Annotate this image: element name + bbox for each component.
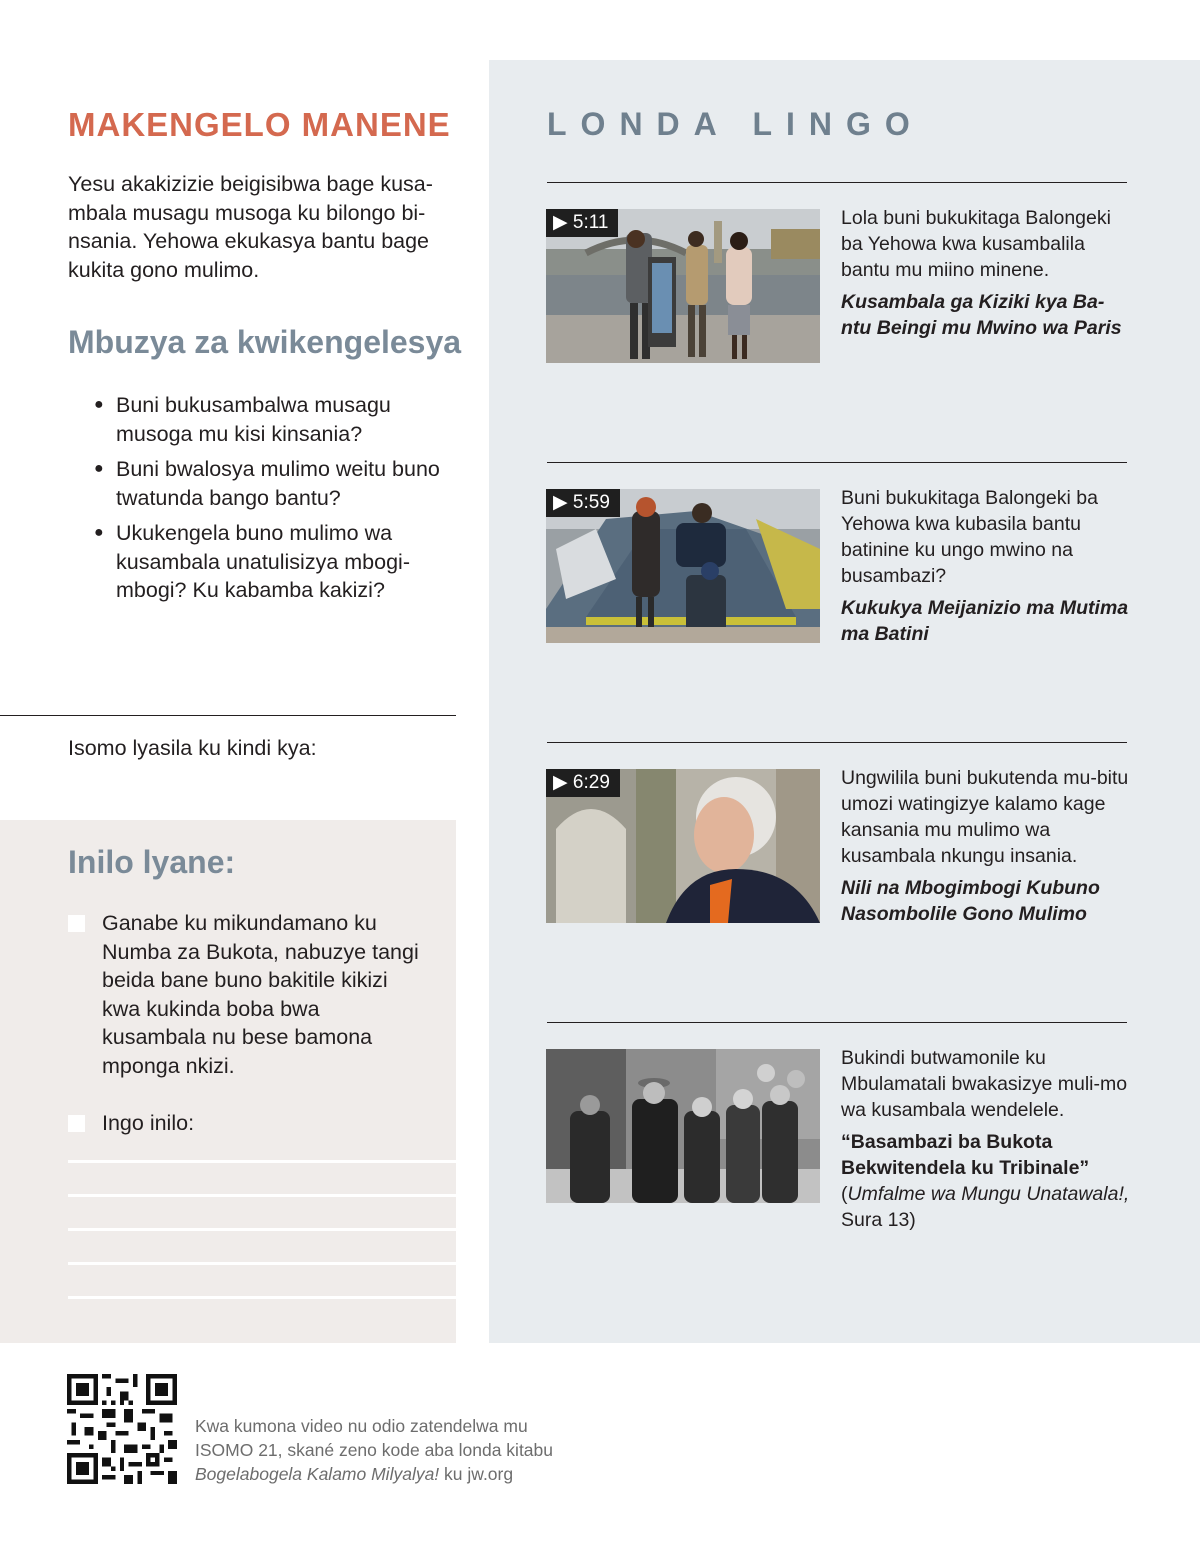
- video-title[interactable]: Nili na Mbogimbogi Kubuno Nasombolile Gono Mulimo: [841, 877, 1100, 925]
- goal-item: Ganabe ku mikundamano ku Numba za Bukota, nabuzye tangi beida bane buno bakitile kikizi kwa kukinda boba bwa kusambala nu bese bamona mponga nkizi.: [68, 909, 428, 1080]
- lesson-completed-note: Isomo lyasila ku kindi kya:: [68, 736, 317, 760]
- video-title[interactable]: Kukukya Meijanizio ma Mutima ma Batini: [841, 597, 1129, 645]
- card-divider: [547, 742, 1127, 743]
- qr-code-icon[interactable]: [67, 1374, 177, 1484]
- writing-line: [68, 1194, 456, 1197]
- play-triangle-icon: ▶: [553, 492, 568, 513]
- article-description: Bukindi butwamonile ku Mbulamatali bwakasizye muli-mo wa kusambala wendelele.: [841, 1047, 1128, 1121]
- video-description: Buni bukukitaga Balongeki ba Yehowa kwa kubasila bantu batinine ku ungo mwino na busambazi?: [841, 487, 1098, 587]
- video-title[interactable]: Kusambala ga Kiziki kya Ba-ntu Beingi mu Mwino wa Paris: [841, 291, 1122, 339]
- video-duration-badge: ▶ 6:29: [546, 769, 620, 797]
- article-title[interactable]: “Basambazi ba Bukota Bekwitendela ku Tribinale”: [841, 1131, 1090, 1179]
- video-thumbnail[interactable]: [546, 489, 820, 643]
- card-divider: [547, 182, 1127, 183]
- writing-line: [68, 1296, 456, 1299]
- checkbox-icon[interactable]: [68, 915, 85, 932]
- play-triangle-icon: ▶: [553, 772, 568, 793]
- video-duration-badge: ▶ 5:59: [546, 489, 620, 517]
- summary-text: Yesu akakizizie beigisibwa bage kusa-mbala musagu musoga ku bilongo bi-nsania. Yehowa ekukasya bantu bage kukita gono mulimo.: [68, 172, 433, 282]
- bullet-icon: ●: [94, 524, 104, 541]
- video-card-text: [841, 765, 1131, 927]
- writing-line: [68, 1160, 456, 1163]
- question-item: ● Buni bwalosya mulimo weitu buno twatunda bango bantu?: [94, 457, 440, 510]
- video-description: Lola buni bukukitaga Balongeki ba Yehowa kwa kusambalila bantu mu miino minene.: [841, 207, 1111, 281]
- section-title-main-points: MAKENGELO MANENE: [68, 106, 451, 143]
- video-card-text: [841, 205, 1131, 341]
- article-photo-image: [546, 1049, 820, 1203]
- video-thumbnail[interactable]: [546, 769, 820, 923]
- video-card-text: [841, 485, 1131, 647]
- footer-note: Kwa kumona video nu odio zatendelwa mu ISOMO 21, skané zeno kode aba londa kitabu Bogelabogela Kalamo Milyalya! ku jw.org: [195, 1416, 554, 1484]
- goal-item: Ingo inilo:: [68, 1109, 428, 1138]
- bullet-icon: ●: [94, 460, 104, 477]
- divider: [0, 715, 456, 716]
- video-thumbnail[interactable]: [546, 209, 820, 363]
- writing-line: [68, 1228, 456, 1231]
- checkbox-icon[interactable]: [68, 1115, 85, 1132]
- questions-heading: Mbuzya za kwikengelesya: [68, 324, 462, 360]
- article-photo: [546, 1049, 820, 1203]
- question-item: ● Buni bukusambalwa musagu musoga mu kisi kinsania?: [94, 393, 391, 446]
- video-duration-badge: ▶ 5:11: [546, 209, 618, 237]
- book-title: Bogelabogela Kalamo Milyalya!: [195, 1464, 440, 1484]
- card-divider: [547, 1022, 1127, 1023]
- question-item: ● Ukukengela buno mulimo wa kusambala unatulisizya mbogi-mbogi? Ku kabamba kakizi?: [94, 521, 410, 602]
- card-divider: [547, 462, 1127, 463]
- goal-heading: Inilo lyane:: [68, 844, 236, 880]
- article-card-text: [841, 1045, 1131, 1233]
- review-questions-list: [94, 391, 444, 612]
- article-source: (Umfalme wa Mungu Unatawala!, Sura 13): [841, 1183, 1130, 1231]
- writing-line: [68, 1262, 456, 1265]
- play-triangle-icon: ▶: [553, 212, 568, 233]
- bullet-icon: ●: [94, 396, 104, 413]
- video-description: Ungwilila buni bukutenda mu-bitu umozi watingizye kalamo kage kansania mu mulimo wa kusambala nkungu insania.: [841, 767, 1129, 867]
- section-title-explore-more: LONDA LINGO: [547, 106, 924, 142]
- site-link[interactable]: ku jw.org: [439, 1464, 514, 1484]
